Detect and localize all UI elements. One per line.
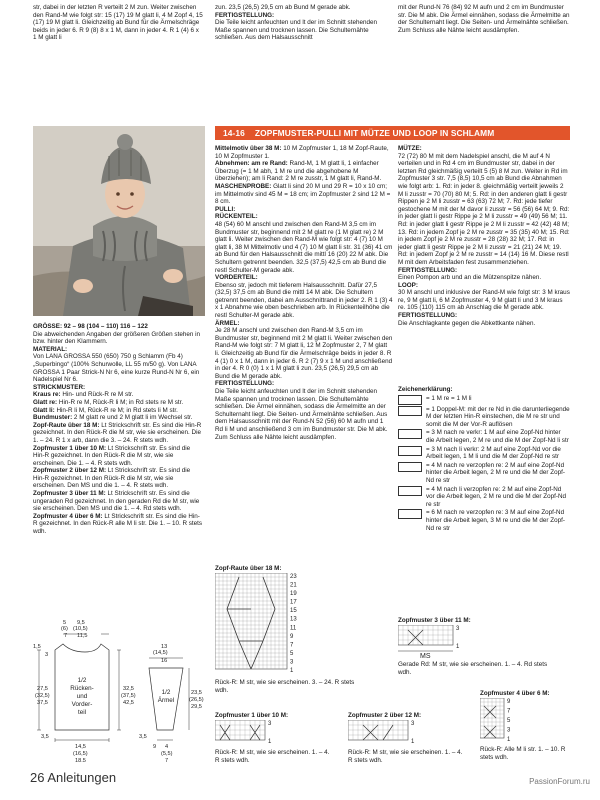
svg-text:(5,5): (5,5) [161,751,173,757]
paragraph-text: 72 (72) 80 M mit dem Nadelspiel anschl, die M auf 4 N verteilen und in Rd 4 cm im Bundmuster str, dabei in der letzten Rd gleichmäßig verteilt 5 (5) 8 M zun. Weiter in Rd im Zopfmuster 3 str. 7,5 (8,5) 10,5 cm ab Bund die Abnahmen wie folgt arb: 1. Rd: in jeder 8. gleichmäßig verteilt jeweils 2 M li zusstr = 70 (70) 80 M; 5. Rd: in den anderen glatt li gestr Rippen je 2 M li zusstr = 63 (63) 72 M; 7. Rd: jede tiefer gestochene M mit der M davor li zusstr = 56 (56) 64 M; 9. Rd: in jeder glatt li gestr Rippe je 2 M li zusstr = 49 (49) 56 M; 11. Rd: in jeder glatt li gestr Rippe je 2 M li zusstr = 42 (42) 48 M; 13. Rd: in jedem Zopf je 2 M re zusstr = 35 (35) 40 M; 15. Rd: in jedem Zopf je 2 M re zusstr = 28 (28) 32 M; 17. Rd: in jeder glatt li gestr Rippe je 2 M li zusstr = 21 (21) 24 M; 19. Rd: in jedem Zopf je 2 M re zusstr = 14 (14) 16 M. Diese restl M mit dem Arbeitsfaden fest zusammenziehen. [398,152,570,266]
bold-heading: Zopfmuster 3 über 11 M: [33,490,106,498]
svg-text:13: 13 [161,644,168,650]
bold-heading: Abnehmen: am re Rand: [215,160,288,168]
bold-heading: Zopfmuster 1 über 10 M: [33,444,107,452]
bold-heading: RÜCKENTEIL: [215,213,258,221]
row-label: 3 [411,720,415,727]
bold-heading: MASCHENPROBE: [215,182,272,190]
repeat-label: MS [420,652,431,659]
chart-grid [480,698,550,744]
instructions-column-2 [215,145,393,441]
instruction-paragraph [398,145,570,153]
bold-heading: LOOP: [398,281,418,289]
paragraph-text: Hin-R li M, Rück-R re M; in Rd stets li M str. [54,406,178,414]
instruction-paragraph [398,274,570,282]
row-label: 23 [290,573,297,580]
row-label: 17 [290,599,297,606]
instruction-paragraph [215,388,393,441]
bold-heading: FERTIGSTELLUNG: [215,380,275,388]
row-label: 19 [290,590,297,597]
paragraph-text: Die Anschlagkante gegen die Abkettkante nähen. [398,319,536,327]
stitch-symbol-icon [398,406,422,416]
instruction-paragraph [215,274,393,282]
paragraph-text: Hin- und Rück-R re M str. [60,391,134,399]
svg-text:11,5: 11,5 [77,633,88,639]
row-label: 5 [290,650,294,657]
intro-column-1 [33,4,203,42]
paragraph-text: Von LANA GROSSA 550 (650) 750 g Schlamm (Fb 4) „Superbingo“ (100% Schurwolle, LL 55 m/50 g). Von LANA GROSSA 1 Paar Strick-N Nr 6, eine kurze Rund-N Nr 6, ein Nadelspiel Nr 6. [33,353,200,384]
instruction-paragraph [215,160,393,183]
legend-text: = 1 M re = 1 M li [426,394,472,402]
body-text: str, dabei in der letzten R verteilt 2 M zun. Weiter zwischen den Rand-M wie folgt str: 15 (17) 19 M glatt li, 4 M Zopf 4, 15 (17) 19 M glatt li. Gleichzeitig ab Bund für die Ärmelschräge beids in jeder 6. R 9 (8) 8 x 1 M, dann in jeder 4. R 1 (4) 6 x 1 M glatt li [33,4,203,42]
bold-heading: STRICKMUSTER: [33,383,86,391]
svg-text:(16,5): (16,5) [73,751,88,757]
row-label: 3 [290,659,294,666]
body-piece-label: Rücken- [70,685,94,692]
svg-text:5: 5 [63,620,67,626]
chart-zm2 [348,712,478,764]
bold-heading: Zopfmuster 4 über 6 M: [33,512,103,520]
chart-title: Zopf-Raute über 18 M: [215,565,282,572]
svg-text:7: 7 [64,633,68,639]
svg-text:3,5: 3,5 [41,734,49,740]
chart-title: Zopfmuster 4 über 6 M: [480,690,550,697]
instructions-column-3 [398,145,570,327]
svg-text:42,5: 42,5 [123,700,134,706]
paragraph-text: Je 28 M anschl und zwischen den Rand-M 3,5 cm im Bundmuster str, beginnend mit 2 M glatt li. Weiter zwischen den Rand-M wie folgt str: 7 M glatt li, 12 M Zopfmuster 2, 7 M glatt li. Gleichzeitig ab Bund für die Ärmelschräge beids in jeder 8. R 4 (1) 0 x 1 M, dann in jeder 6. R 2 (7) 9 x 1 M und anschließend in der 4. R 0 (0) 1 x 1 M glatt li zun. 23,5 (26,5) 29,5 cm ab Bund die M gerade abk. [215,327,393,380]
legend-title: Zeichenerklärung: [398,386,453,393]
chart-title: Zopfmuster 2 über 12 M: [348,712,422,719]
row-label: 9 [507,698,511,705]
svg-text:3,5: 3,5 [139,734,147,740]
paragraph-text: 30 M anschl und inklusive der Rand-M wie folgt str: 3 M kraus re, 9 M glatt li, 6 M Zopfmuster 4, 9 M glatt li und 3 M kraus re. 105 (110) 115 cm ab Anschlag die M gerade abk. [398,289,570,312]
bold-heading: Zopfmuster 2 über 12 M: [33,467,107,475]
svg-text:37,5: 37,5 [37,700,48,706]
instruction-paragraph [398,289,570,312]
svg-text:1,5: 1,5 [33,644,41,650]
instruction-paragraph [215,19,393,42]
bold-heading: Bundmuster: [33,414,73,422]
child-illustration [33,126,205,316]
bold-heading: FERTIGSTELLUNG: [398,266,458,274]
stitch-symbol-icon [398,429,422,439]
section-banner [215,126,570,140]
instruction-paragraph [215,327,393,380]
stitch-symbol-icon [398,446,422,456]
chart-title: Zopfmuster 3 über 11 M: [398,617,471,624]
chart-note: Rück-R: Alle M li str. 1. – 10. R stets wdh. [480,746,566,761]
instruction-paragraph [398,282,570,290]
legend-text: = 3 M nach li verkr: 2 M auf eine Zopf-Nd vor die Arbeit legen, 1 M li und die M der Zopf-Nd re str [426,445,561,461]
instruction-paragraph [33,490,203,513]
chart-note: Rück-R: M str, wie sie erscheinen. 1. – 4. R stets wdh. [348,749,463,764]
instruction-paragraph [215,213,393,221]
svg-text:29,5: 29,5 [191,704,202,710]
instruction-paragraph [33,422,203,445]
stitch-symbol-icon [398,509,422,519]
schematic-dimensions [33,620,204,762]
svg-text:27,5: 27,5 [37,686,48,692]
legend-item [398,395,570,405]
instructions-column-1 [33,323,203,536]
paragraph-text: Einen Pompon arb und an die Mützenspitze nähen. [398,274,542,282]
row-label: 1 [290,667,294,673]
instruction-paragraph [33,467,203,490]
legend-text: = 1 Doppel-M: mit der re Nd in die darunterliegende M der letzten Hin-R einstechen, die M re str und somit die M der Vor-R auflösen [426,405,570,428]
intro-column-3 [398,4,570,34]
svg-text:(37,5): (37,5) [121,693,136,699]
instruction-paragraph [33,353,203,383]
instruction-paragraph [33,346,203,354]
chart-zm1 [215,712,345,764]
instruction-paragraph [398,267,570,275]
instruction-paragraph [33,384,203,392]
svg-text:(10,5): (10,5) [73,626,88,632]
watermark-site: PassionForum.ru [529,777,590,786]
paragraph-text: Lt Strickschrift str. Es sind die Hin-R gezeichnet. In den Rück-R die M str, wie sie erscheinen. Die 1. – 4. R stets wdh. [33,444,191,467]
chart-grid [348,720,458,744]
pattern-number: 14-16 [223,128,245,138]
instruction-paragraph [33,399,203,407]
paragraph-text: Lt Strickschrift str. Es sind die ungeraden Rd gezeichnet. In den geraden Rd die M str, wie sie erscheinen. Den MS und die 1. – 4. Rd stets wdh. [33,490,200,513]
instruction-paragraph [33,414,203,422]
instruction-paragraph [215,380,393,388]
instruction-paragraph [215,4,393,12]
instruction-paragraph [215,282,393,320]
size-schematic [33,612,213,762]
body-piece-label: 1/2 [77,677,87,684]
sleeve-piece-label: 1/2 [161,689,171,696]
paragraph-text: 2 M glatt re und 2 M glatt li im Wechsel str. [72,414,193,422]
legend-item [398,462,570,485]
child-photo [33,126,205,316]
chart-zm4 [480,690,570,761]
bold-heading: Mittelmotiv über 38 M: [215,145,282,152]
chart-grid [215,573,375,673]
svg-text:(14,5): (14,5) [153,650,168,656]
instruction-paragraph [215,320,393,328]
instruction-paragraph [215,183,393,206]
row-label: 9 [290,633,294,640]
legend-text: = 3 M nach re verkr: 1 M auf eine Zopf-Nd hinter die Arbeit legen, 2 M re und die M der Zopf-Nd li str [426,429,569,444]
legend-item [398,406,570,429]
row-label: 1 [456,643,460,650]
page-number: 26 [30,770,45,785]
bold-heading: ÄRMEL: [215,319,240,327]
bold-heading: GRÖSSE: 92 – 98 (104 – 110) 116 – 122 [33,323,148,330]
bold-heading: MATERIAL: [33,345,68,353]
paragraph-text: Die abweichenden Angaben der größeren Größen stehen in bzw. hinter den Klammern. [33,330,200,346]
body-piece-label: Vorder- [71,701,93,708]
svg-text:7: 7 [165,758,169,762]
chart-note: Gerade Rd: M str, wie sie erscheinen. 1. – 4. Rd stets wdh. [398,661,548,676]
bold-heading: Glatt li: [33,406,55,414]
legend-item [398,429,570,444]
svg-text:4: 4 [165,744,169,750]
bold-heading: VORDERTEIL: [215,274,258,282]
svg-text:9: 9 [153,744,157,750]
page-footer [30,770,116,785]
instruction-paragraph [33,513,203,536]
row-label: 5 [507,717,511,724]
svg-text:9,5: 9,5 [77,620,85,626]
pattern-title: ZOPFMUSTER-PULLI MIT MÜTZE UND LOOP IN SCHLAMM [254,128,495,138]
legend-text: = 4 M nach li verzopfen re: 2 M auf eine Zopf-Nd vor die Arbeit legen, 2 M re und die M der Zopf-Nd re str [426,485,567,508]
paragraph-text: 10 M Zopfmuster 1, 18 M Zopf-Raute, 10 M Zopfmuster 1. [215,145,389,160]
paragraph-text: Lt Strickschrift str. Es sind die Hin-R gezeichnet. In den Rück-R die M str, wie sie erscheinen. Den MS und die 1. – 4. R stets wdh. [33,467,191,490]
paragraph-text: Rand-M, 1 M glatt li, 1 einfacher Überzug (= 1 M abh, 1 M re und die abgehobene M überziehen); am li Rand: 2 M re zusstr, 1 M glatt li, Rand-M. [215,160,382,183]
svg-text:16: 16 [161,658,168,664]
body-piece-label: teil [77,709,87,716]
bold-heading: FERTIGSTELLUNG: [398,312,458,320]
body-piece-label: und [76,693,88,700]
bold-heading: Glatt re: [33,398,58,406]
instruction-paragraph [215,221,393,274]
instruction-paragraph [33,323,203,331]
row-label: 3 [268,720,272,727]
svg-text:23,5: 23,5 [191,690,202,696]
body-text: mit der Rund-N 76 (84) 92 M aufn und 2 cm im Bundmuster str. Die M abk. Die Ärmel einnähen, sodass die Ärmelmitte an der Schulternaht liegt. Die Seiten- und Ärmelnähte schließen. Zum Schluss alle Nähte leicht ausdämpfen. [398,4,570,34]
row-label: 13 [290,616,297,623]
bold-heading: MÜTZE: [398,145,422,152]
instruction-paragraph [398,320,570,328]
instruction-paragraph [33,391,203,399]
svg-text:32,5: 32,5 [123,686,134,692]
stitch-symbol-icon [398,486,422,496]
chart-title: Zopfmuster 1 über 10 M: [215,712,289,719]
instruction-paragraph [33,331,203,346]
legend-text: = 6 M nach re verzopfen re: 3 M auf eine Zopf-Nd hinter die Arbeit legen, 3 M re und die M der Zopf-Nd re str [426,509,565,532]
instruction-paragraph [398,153,570,267]
paragraph-text: Lt Strickschrift str. Es sind die Hin-R gezeichnet. In den Rück-R die M str, wie sie erscheinen. Die 1. – 24. R 1 x arb, dann die 3. – 24. R stets wdh. [33,421,202,444]
row-label: 11 [290,624,297,631]
chart-grid [215,720,325,744]
paragraph-text: Die Teile leicht anfeuchten und lt der im Schnitt stehenden Maße spannen und trocknen lassen. Die Schulternähte schließen. Aus dem Halsausschnitt [215,19,377,42]
legend-item [398,509,570,532]
row-label: 1 [507,736,511,743]
sleeve-piece-label: Ärmel [157,697,175,704]
instruction-paragraph [33,407,203,415]
row-label: 3 [507,727,511,734]
paragraph-text: Die Teile leicht anfeuchten und lt der im Schnitt stehenden Maße spannen und trocknen lassen. Die Schulternähte schließen. Die Ärmel einnähen, sodass die Ärmelmitte an der Schulternaht liegt. Die Seiten- und Ärmelnähte schließen. Aus dem Halsausschnitt mit der Rund-N 52 (56) 60 M aufn und 1 Rd li M und anschließend 3 cm im Bundmuster str. Die M abk. Zum Schluss alle Nähte leicht ausdämpfen. [215,388,388,441]
svg-text:14,5: 14,5 [75,744,86,750]
svg-text:18,5: 18,5 [75,758,86,762]
paragraph-text: Lt Strickschrift str. Es sind die Hin-R gezeichnet. In den Rück-R alle M li str. Die 1. – 10. R stets wdh. [33,512,203,536]
bold-heading: Kraus re: [33,391,61,399]
legend-item [398,486,570,509]
chart-grid [398,625,528,659]
instruction-paragraph [215,12,393,20]
svg-text:(26,5): (26,5) [189,697,204,703]
chart-zm3 [398,617,568,676]
legend-text: = 4 M nach re verzopfen re: 2 M auf eine Zopf-Nd hinter die Arbeit legen, 2 M re und die M der Zopf-Nd re str [426,461,565,484]
stitch-symbol-icon [398,395,422,405]
instruction-paragraph [33,445,203,468]
chart-raute [215,565,395,694]
intro-column-2 [215,4,393,42]
chart-note: Rück-R: M str, wie sie erscheinen. 3. – 24. R stets wdh. [215,679,355,694]
instruction-paragraph [398,312,570,320]
row-label: 1 [268,738,272,744]
svg-text:3: 3 [45,652,49,658]
row-label: 1 [411,738,415,744]
instruction-paragraph [215,145,393,160]
bold-heading: Zopf-Raute über 18 M: [33,421,100,429]
bold-heading: PULLI: [215,205,236,213]
row-label: 7 [507,708,511,715]
legend-item [398,446,570,461]
section-name: Anleitungen [47,770,117,785]
paragraph-text: Hin-R re M, Rück-R li M; in Rd stets re M str. [57,398,184,406]
paragraph-text: Glatt li sind 20 M und 29 R = 10 x 10 cm; im Mittelmotiv sind 45 M = 18 cm; im Zopfmuster 2 sind 12 M = 8 cm. [215,182,391,206]
row-label: 7 [290,641,294,648]
svg-text:(32,5): (32,5) [35,693,50,699]
chart-note: Rück-R: M str, wie sie erscheinen. 1. – 4. R stets wdh. [215,749,330,764]
row-label: 3 [456,625,460,632]
bold-heading: FERTIGSTELLUNG: [215,11,275,19]
paragraph-text: 48 (54) 60 M anschl und zwischen den Rand-M 3,5 cm im Bundmuster str, beginnend mit 2 M glatt re (1 M glatt re) 2 M glatt li. Weiter zwischen den Rand-M wie folgt str: 4 (7) 10 M glatt li, 38 M Mittelmotiv und 4 (7) 10 M glatt li str. 31 (36) 41 cm ab Bund für den Halsausschnitt die mittl 16 (20) 22 M abk. Die Schultern getrennt beenden. 32,5 (37,5) 42,5 cm ab Bund die restl Schulter-M gerade abk. [215,220,393,274]
stitch-symbol-icon [398,462,422,472]
paragraph-text: Ebenso str, jedoch mit tieferem Halsausschnitt. Dafür 27,5 (32,5) 37,5 cm ab Bund die mittl 14 M abk. Die Schultern getrennt beenden, dabei am Ausschnittrand in jeder 2. R 1 (3) 4 x 1 Abnahme wie oben beschrieben arb. In Rückenteilhöhe die restl Schulter-M gerade abk. [215,281,393,320]
paragraph-text: zun. 23,5 (26,5) 29,5 cm ab Bund M gerade abk. [215,4,351,11]
row-label: 21 [290,582,297,589]
symbol-legend [398,386,570,532]
row-label: 15 [290,607,297,614]
svg-text:(6): (6) [61,626,68,632]
